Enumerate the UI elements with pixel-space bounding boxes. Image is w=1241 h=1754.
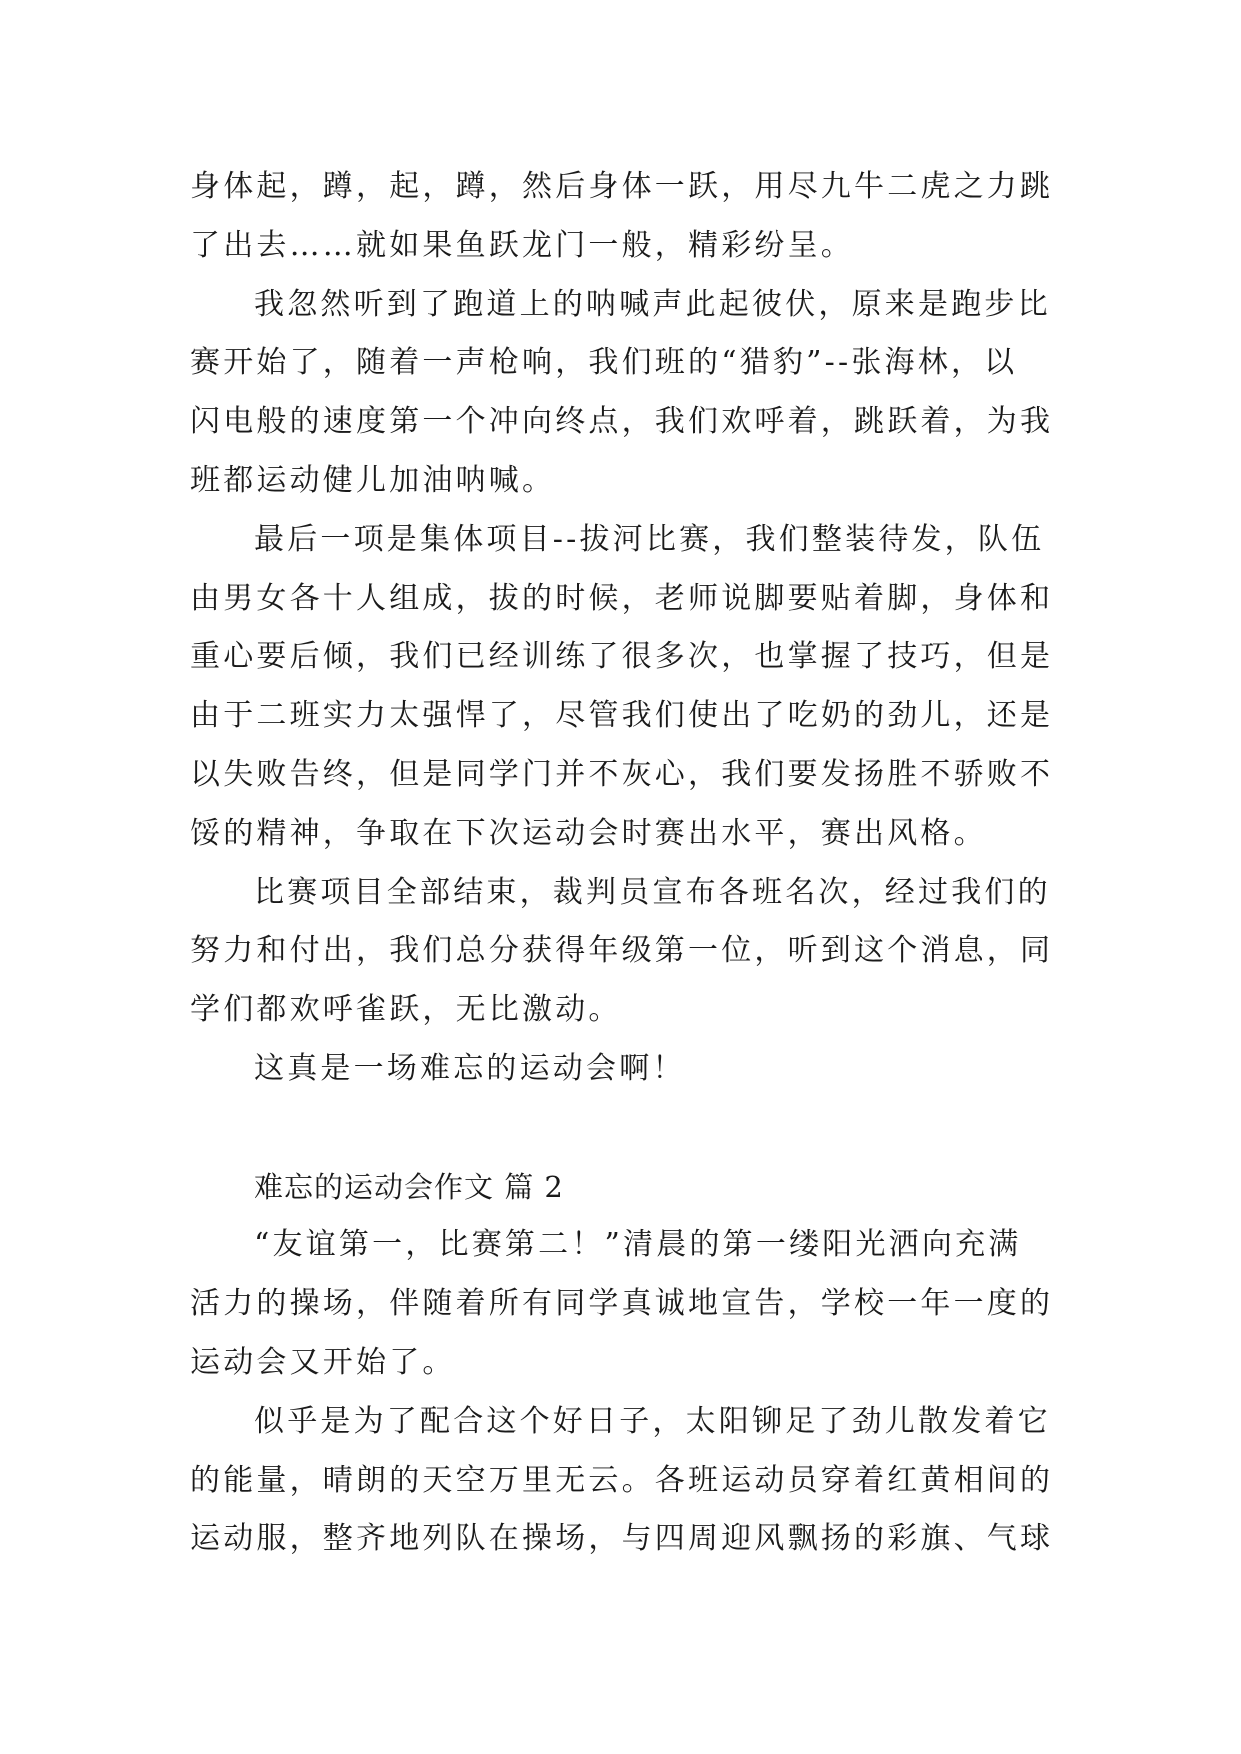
paragraph-results	[190, 864, 1054, 1040]
text-line: 努力和付出，我们总分获得年级第一位，听到这个消息，同	[190, 933, 1054, 969]
paragraph-running-race	[190, 276, 1054, 511]
paragraph-tug-of-war	[190, 511, 1054, 864]
text-line: 我忽然听到了跑道上的呐喊声此起彼伏，原来是跑步比	[254, 286, 1051, 322]
text-line: 闪电般的速度第一个冲向终点，我们欢呼着，跳跃着，为我	[190, 404, 1054, 440]
text-line: 身体起，蹲，起，蹲，然后身体一跃，用尽九牛二虎之力跳	[190, 169, 1054, 204]
text-line: 似乎是为了配合这个好日子，太阳铆足了劲儿散发着它	[254, 1403, 1051, 1439]
text-line: 由男女各十人组成，拔的时候，老师说脚要贴着脚，身体和	[190, 580, 1054, 616]
text-line: 由于二班实力太强悍了，尽管我们使出了吃奶的劲儿，还是	[190, 698, 1054, 734]
text-line: 以失败告终，但是同学门并不灰心，我们要发扬胜不骄败不	[190, 756, 1054, 792]
text-line: 馁的精神，争取在下次运动会时赛出水平，赛出风格。	[190, 815, 987, 851]
text-line: 这真是一场难忘的运动会啊！	[254, 1050, 686, 1086]
text-line: 最后一项是集体项目--拔河比赛，我们整装待发，队伍	[254, 521, 1045, 557]
essay-heading: 难忘的运动会作文 篇 2	[254, 1169, 564, 1204]
text-line: 学们都欢呼雀跃，无比激动。	[190, 992, 622, 1028]
paragraph-essay2-weather	[190, 1393, 1054, 1569]
text-line: 班都运动健儿加油呐喊。	[190, 462, 556, 498]
text-line: 的能量，晴朗的天空万里无云。各班运动员穿着红黄相间的	[190, 1462, 1054, 1498]
paragraph-continuation	[190, 158, 1054, 276]
text-line: 比赛项目全部结束，裁判员宣布各班名次，经过我们的	[254, 874, 1051, 910]
document-body	[190, 158, 1054, 1569]
blank-line	[190, 1099, 1050, 1158]
text-line: 活力的操场，伴随着所有同学真诚地宣告，学校一年一度的	[190, 1286, 1054, 1322]
text-line: 了出去……就如果鱼跃龙门一般，精彩纷呈。	[190, 227, 854, 263]
text-line: 重心要后倾，我们已经训练了很多次，也掌握了技巧，但是	[190, 639, 1054, 675]
paragraph-essay2-intro	[190, 1216, 1054, 1392]
text-line: 运动会又开始了。	[190, 1344, 456, 1380]
paragraph-conclusion	[190, 1040, 1050, 1099]
text-line: 运动服，整齐地列队在操场，与四周迎风飘扬的彩旗、气球	[190, 1521, 1054, 1557]
text-line: “友谊第一，比赛第二！”清晨的第一缕阳光洒向充满	[254, 1227, 1022, 1263]
text-line: 赛开始了，随着一声枪响，我们班的“猎豹”--张海林，以	[190, 345, 1018, 381]
